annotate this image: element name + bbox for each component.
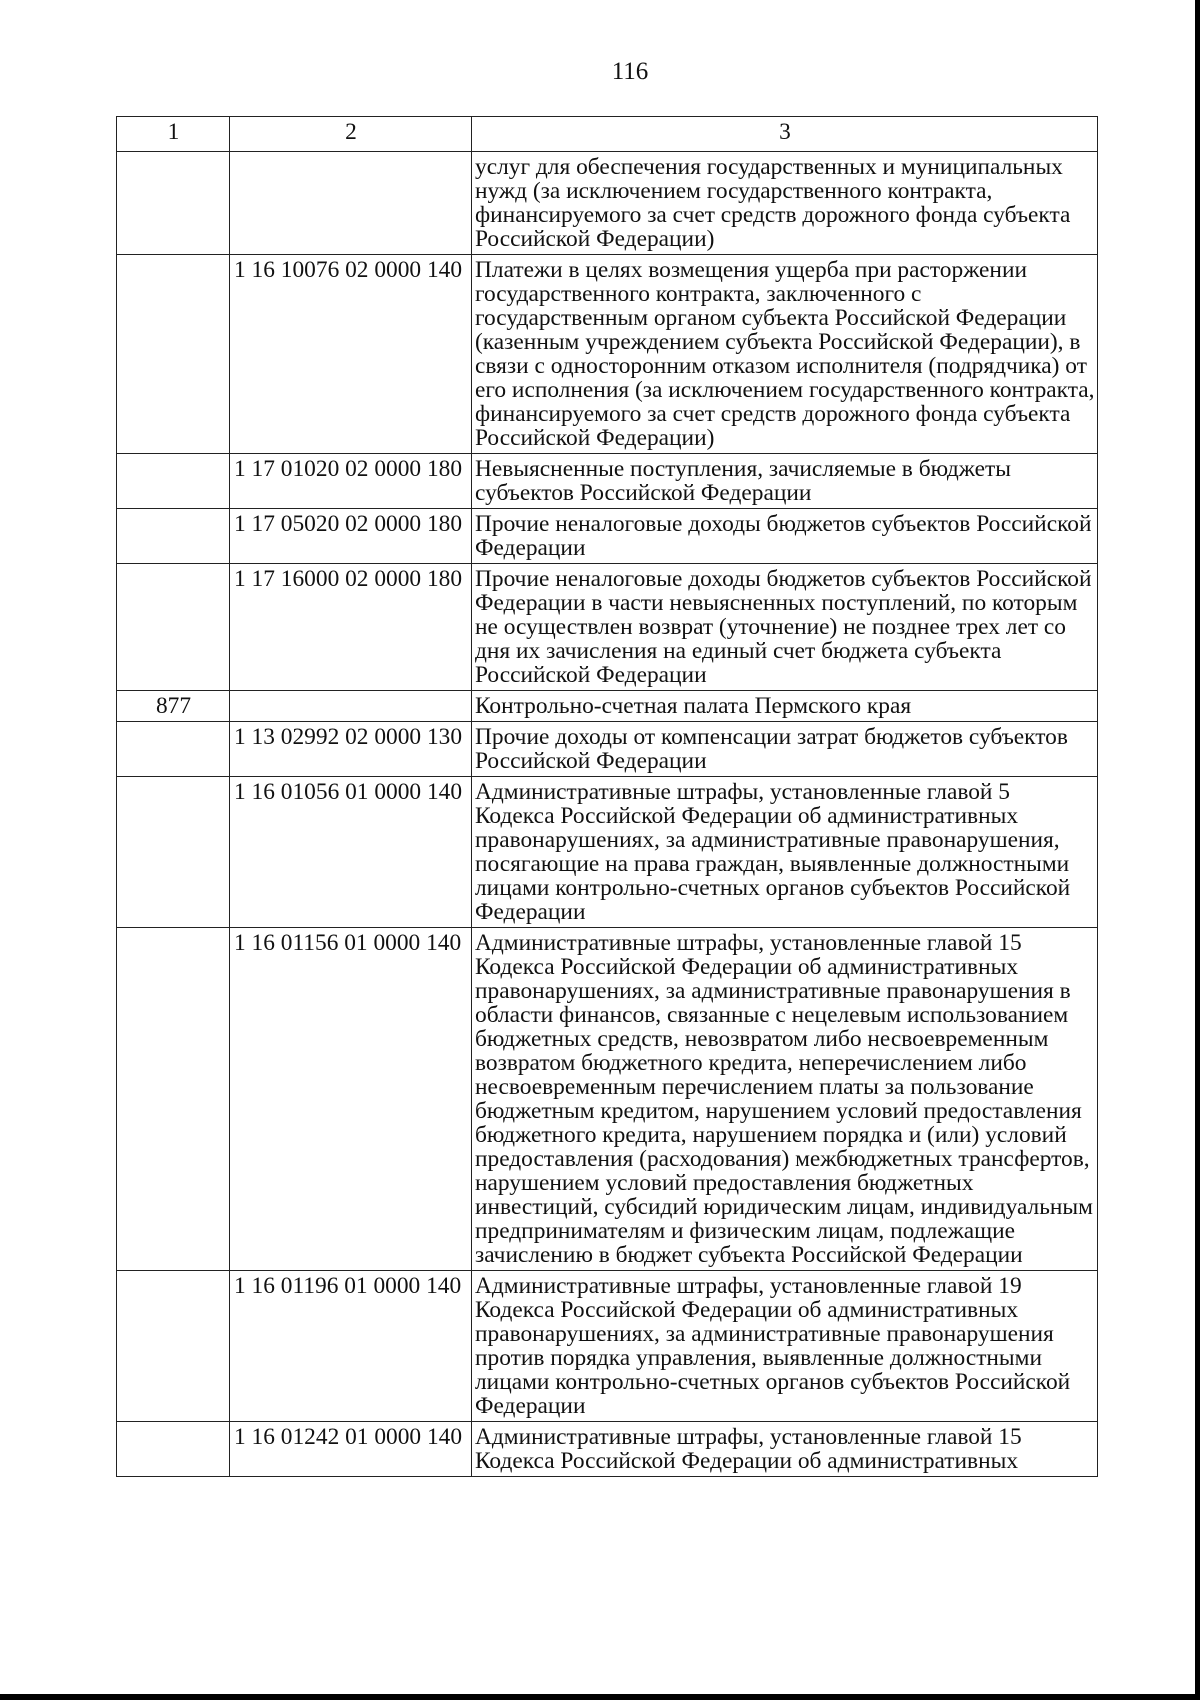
scan-border-bottom	[0, 1694, 1200, 1700]
revenue-description-cell: Прочие доходы от компенсации затрат бюджетов субъектов Российской Федерации	[472, 722, 1098, 777]
revenue-description-cell: Контрольно-счетная палата Пермского края	[472, 691, 1098, 722]
administrator-code-cell	[117, 152, 230, 255]
revenue-description-cell: Административные штрафы, установленные главой 15 Кодекса Российской Федерации об административных	[472, 1422, 1098, 1477]
revenue-description-cell: Платежи в целях возмещения ущерба при расторжении государственного контракта, заключенного с государственным органом субъекта Российской Федерации (казенным учреждением субъекта Российской Федерации), в связи с односторонним отказом исполнителя (подрядчика) от его исполнения (за исключением государственного контракта, финансируемого за счет средств дорожного фонда субъекта Российской Федерации)	[472, 255, 1098, 454]
table-row	[117, 509, 1098, 564]
scan-border-right	[1195, 0, 1200, 1700]
revenue-code-cell	[230, 691, 472, 722]
revenue-code-cell: 1 13 02992 02 0000 130	[230, 722, 472, 777]
revenue-code-cell: 1 17 01020 02 0000 180	[230, 454, 472, 509]
table-row	[117, 255, 1098, 454]
page-number: 116	[611, 58, 649, 85]
revenue-code-cell: 1 16 01056 01 0000 140	[230, 777, 472, 928]
column-header-1: 1	[117, 117, 230, 152]
table-row	[117, 691, 1098, 722]
table-row	[117, 928, 1098, 1271]
revenue-code-cell: 1 16 01196 01 0000 140	[230, 1271, 472, 1422]
revenue-description-cell: Административные штрафы, установленные главой 19 Кодекса Российской Федерации об административных правонарушениях, за административные правонарушения против порядка управления, выявленные должностными лицами контрольно-счетных органов субъектов Российской Федерации	[472, 1271, 1098, 1422]
revenue-description-cell: Административные штрафы, установленные главой 15 Кодекса Российской Федерации об административных правонарушениях, за административные правонарушения в области финансов, связанные с нецелевым использованием бюджетных средств, невозвратом либо несвоевременным возвратом бюджетного кредита, неперечислением либо несвоевременным перечислением платы за пользование бюджетным кредитом, нарушением условий предоставления бюджетного кредита, нарушением порядка и (или) условий предоставления (расходования) межбюджетных трансфертов, нарушением условий предоставления бюджетных инвестиций, субсидий юридическим лицам, индивидуальным предпринимателям и физическим лицам, подлежащие зачислению в бюджет субъекта Российской Федерации	[472, 928, 1098, 1271]
column-header-2: 2	[230, 117, 472, 152]
administrator-code-cell	[117, 509, 230, 564]
table-header-row	[117, 117, 1098, 152]
revenue-description-cell: Административные штрафы, установленные главой 5 Кодекса Российской Федерации об административных правонарушениях, за административные правонарушения, посягающие на права граждан, выявленные должностными лицами контрольно-счетных органов субъектов Российской Федерации	[472, 777, 1098, 928]
table-row	[117, 564, 1098, 691]
administrator-code-cell	[117, 722, 230, 777]
revenue-description-cell: Прочие неналоговые доходы бюджетов субъектов Российской Федерации в части невыясненных поступлений, по которым не осуществлен возврат (уточнение) не позднее трех лет со дня их зачисления на единый счет бюджета субъекта Российской Федерации	[472, 564, 1098, 691]
revenue-description-cell: Прочие неналоговые доходы бюджетов субъектов Российской Федерации	[472, 509, 1098, 564]
column-header-3: 3	[472, 117, 1098, 152]
administrator-code-cell: 877	[117, 691, 230, 722]
revenue-code-cell: 1 16 01242 01 0000 140	[230, 1422, 472, 1477]
table-row	[117, 1422, 1098, 1477]
administrator-code-cell	[117, 1271, 230, 1422]
revenue-codes-table	[116, 116, 1098, 1477]
revenue-code-cell: 1 16 10076 02 0000 140	[230, 255, 472, 454]
revenue-code-cell: 1 17 05020 02 0000 180	[230, 509, 472, 564]
revenue-code-cell: 1 16 01156 01 0000 140	[230, 928, 472, 1271]
table-row	[117, 152, 1098, 255]
revenue-description-cell: Невыясненные поступления, зачисляемые в бюджеты субъектов Российской Федерации	[472, 454, 1098, 509]
administrator-code-cell	[117, 564, 230, 691]
table-row	[117, 454, 1098, 509]
table-row	[117, 1271, 1098, 1422]
administrator-code-cell	[117, 928, 230, 1271]
table-row	[117, 777, 1098, 928]
administrator-code-cell	[117, 777, 230, 928]
table-body	[117, 117, 1098, 1477]
revenue-code-cell	[230, 152, 472, 255]
administrator-code-cell	[117, 255, 230, 454]
administrator-code-cell	[117, 1422, 230, 1477]
table-row	[117, 722, 1098, 777]
administrator-code-cell	[117, 454, 230, 509]
revenue-description-cell: услуг для обеспечения государственных и муниципальных нужд (за исключением государственного контракта, финансируемого за счет средств дорожного фонда субъекта Российской Федерации)	[472, 152, 1098, 255]
revenue-code-cell: 1 17 16000 02 0000 180	[230, 564, 472, 691]
